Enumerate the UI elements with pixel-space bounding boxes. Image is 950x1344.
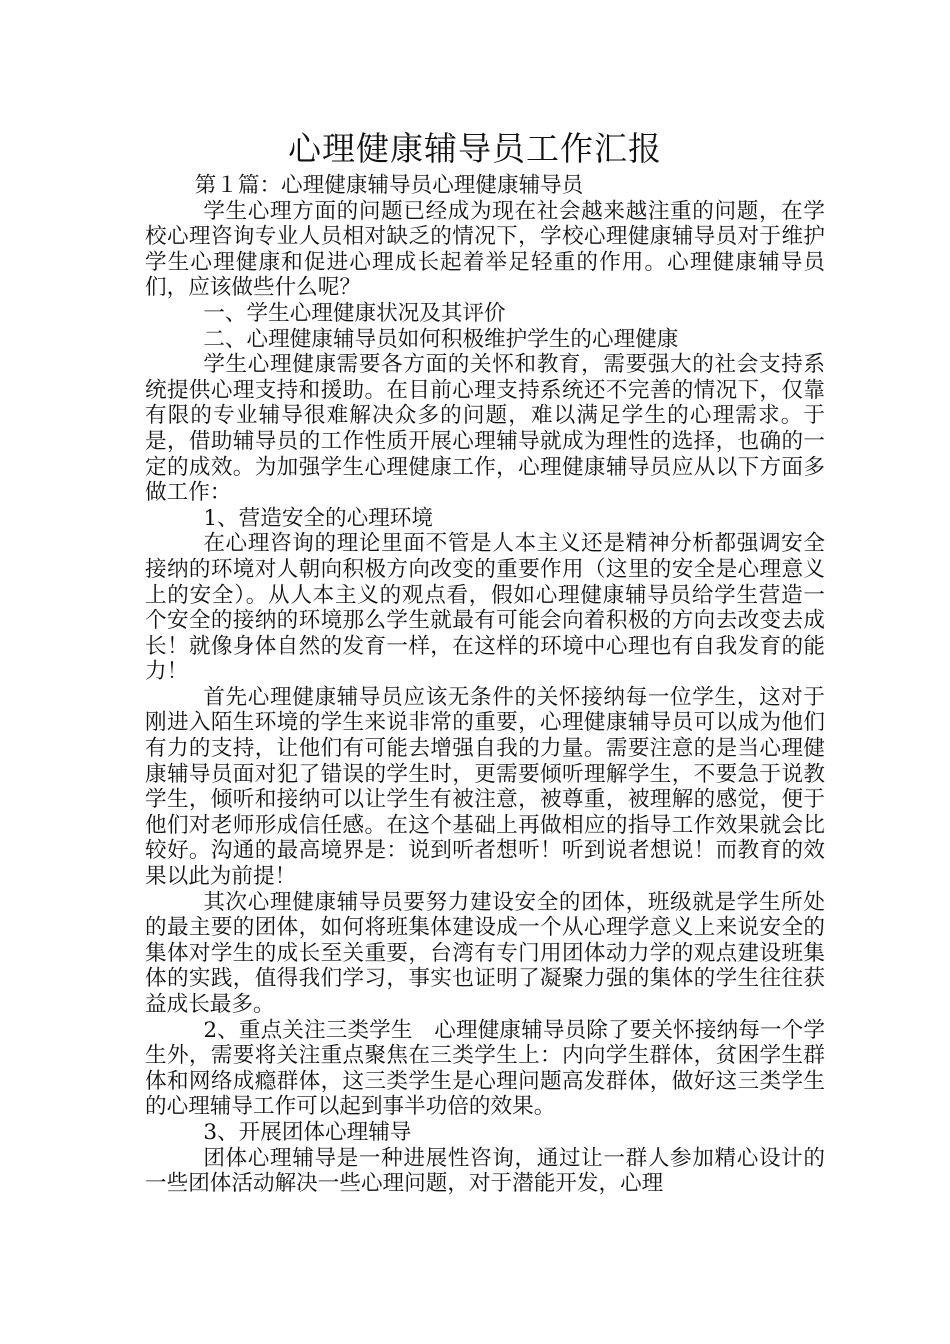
section-heading-2: 二、心理健康辅导员如何积极维护学生的心理健康	[203, 326, 679, 352]
paragraph-group-counseling: 团体心理辅导是一种进展性咨询，通过让一群人参加精心设计的一些团体活动解决一些心理问题，对于潜能开发，心理	[145, 1145, 825, 1197]
chapter-heading: 第１篇：心理健康辅导员心理健康辅导员	[194, 173, 584, 198]
subsection-heading-1: 1、营造安全的心理环境	[203, 505, 433, 531]
paragraph-safe-environment: 在心理咨询的理论里面不管是人本主义还是精神分析都强调安全接纳的环境对人朝向积极方向改变的重要作用（这里的安全是心理意义上的安全）。从人本主义的观点看，假如心理健康辅导员给学生营造一个安全的接纳的环境那么学生就最有可能会向着积极的方向去改变去成长！就像身体自然的发育一样，在这样的环境中心理也有自我发育的能力！	[145, 531, 825, 685]
section-heading-1: 一、学生心理健康状况及其评价	[203, 300, 506, 326]
paragraph-safe-group: 其次心理健康辅导员要努力建设安全的团体，班级就是学生所处的最主要的团体，如何将班集体建设成一个从心理学意义上来说安全的集体对学生的成长至关重要，台湾有专门用团体动力学的观点建设班集体的实践，值得我们学习，事实也证明了凝聚力强的集体的学生往往获益成长最多。	[145, 889, 825, 1017]
document-title: 心理健康辅导员工作汇报	[288, 129, 662, 168]
document-body	[145, 173, 825, 1197]
paragraph-unconditional-care: 首先心理健康辅导员应该无条件的关怀接纳每一位学生，这对于刚进入陌生环境的学生来说非常的重要，心理健康辅导员可以成为他们有力的支持，让他们有可能去增强自我的力量。需要注意的是当心理健康辅导员面对犯了错误的学生时，更需要倾听理解学生，不要急于说教学生，倾听和接纳可以让学生有被注意，被尊重，被理解的感觉，便于他们对老师形成信任感。在这个基础上再做相应的指导工作效果就会比较好。沟通的最高境界是：说到听者想听！听到说者想说！而教育的效果以此为前提！	[145, 684, 825, 890]
paragraph-support-system: 学生心理健康需要各方面的关怀和教育，需要强大的社会支持系统提供心理支持和援助。在目前心理支持系统还不完善的情况下，仅靠有限的专业辅导很难解决众多的问题，难以满足学生的心理需求。于是，借助辅导员的工作性质开展心理辅导就成为理性的选择，也确的一定的成效。为加强学生心理健康工作，心理健康辅导员应从以下方面多做工作：	[145, 352, 825, 506]
subsection-heading-3: 3、开展团体心理辅导	[203, 1119, 412, 1145]
paragraph-intro: 学生心理方面的问题已经成为现在社会越来越注重的问题，在学校心理咨询专业人员相对缺乏的情况下，学校心理健康辅导员对于维护学生心理健康和促进心理成长起着举足轻重的作用。心理健康辅导员们，应该做些什么呢？	[145, 198, 825, 301]
paragraph-three-groups: 2、重点关注三类学生 心理健康辅导员除了要关怀接纳每一个学生外，需要将关注重点聚焦在三类学生上：内向学生群体，贫困学生群体和网络成瘾群体，这三类学生是心理问题高发群体，做好这三类学生的心理辅导工作可以起到事半功倍的效果。	[145, 1017, 825, 1120]
